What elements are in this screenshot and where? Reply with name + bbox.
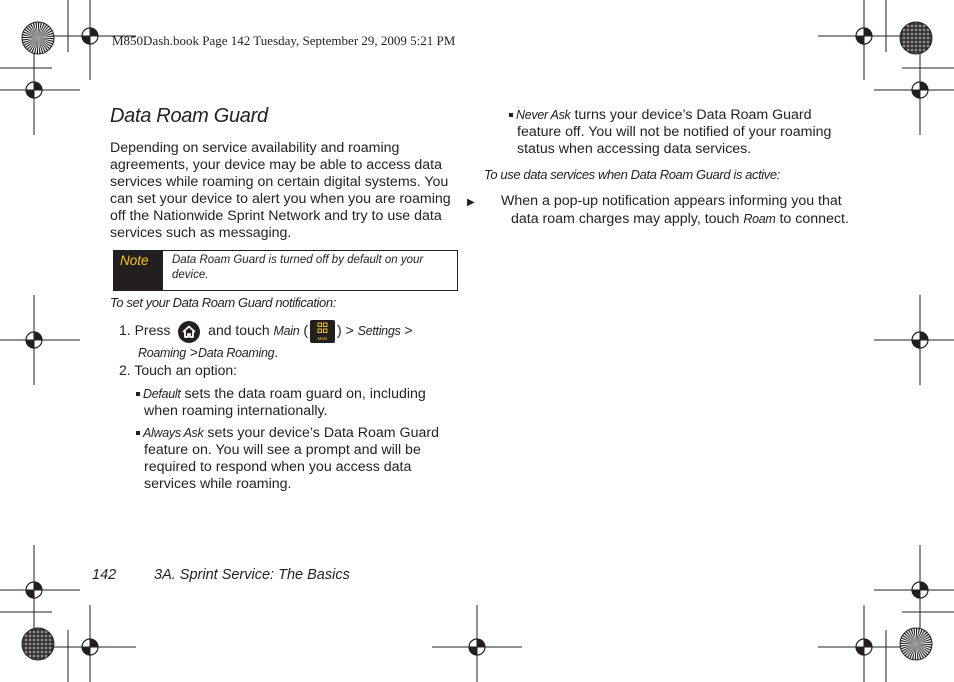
home-icon [178, 321, 200, 343]
bullet-square [136, 392, 140, 396]
step-text-press: Press [134, 322, 171, 339]
option-desc: sets your device’s Data Roam Guard feature on. You will see a prompt and will be required to respond when you access data services while roaming. [144, 425, 439, 492]
option-default [136, 386, 462, 420]
option-desc: sets the data roam guard on, including when roaming internationally. [144, 386, 426, 419]
main-menu-icon [310, 320, 335, 343]
option-term: Default [143, 387, 181, 401]
procedure2-step: ▶ When a pop-up notification appears informing you that data roam charges may apply, touch Roam to connect. [467, 193, 849, 227]
main-icon-label: Main [317, 336, 328, 341]
separator: > [189, 344, 199, 360]
page-number: 142 [92, 567, 117, 583]
option-term: Never Ask [516, 108, 571, 122]
data-roaming-term: Data Roaming [198, 346, 275, 360]
close-paren: ) [337, 322, 342, 339]
starburst-rays [900, 628, 932, 660]
option-always-ask [136, 425, 462, 493]
bullet-square [136, 431, 140, 435]
roaming-term: Roaming [138, 346, 186, 360]
step-text-and-touch: and touch [208, 322, 270, 339]
step-text: When a pop-up notification appears informing you that data roam charges may apply, touch [501, 193, 842, 227]
note-label: Note [114, 251, 163, 290]
open-paren: ( [303, 322, 309, 339]
procedure-heading-2: To use data services when Data Roam Guard is active: [484, 167, 780, 182]
separator: > [345, 322, 354, 339]
intro-paragraph: Depending on service availability and roaming agreements, your device may be able to access data services while roaming on certain digital systems. You can set your device to alert you when you are roaming off the Nationwide Sprint Network and try to use data services such as messaging. [110, 140, 451, 241]
step-2 [119, 362, 237, 378]
option-desc: turns your device’s Data Roam Guard feature off. You will not be notified of your roaming status when accessing data services. [517, 107, 832, 157]
step-number: 1. [119, 322, 131, 339]
starburst-rays [22, 22, 54, 54]
step-1 [119, 320, 459, 362]
note-box [113, 250, 458, 291]
roam-term: Roam [743, 212, 776, 226]
option-never-ask [509, 107, 847, 158]
option-term: Always Ask [143, 426, 204, 440]
period: . [274, 344, 279, 360]
main-term: Main [273, 324, 300, 339]
step-text-end: to connect. [775, 211, 849, 227]
chapter-title: 3A. Sprint Service: The Basics [154, 567, 350, 583]
bullet-square [509, 113, 513, 117]
print-header: M850Dash.book Page 142 Tuesday, September 29, 2009 5:21 PM [112, 33, 456, 48]
procedure-heading: To set your Data Roam Guard notification: [110, 295, 336, 310]
section-title: Data Roam Guard [110, 105, 268, 127]
separator: > [404, 322, 413, 339]
settings-term: Settings [357, 324, 401, 339]
step-number: 2. [119, 362, 131, 378]
note-text: Data Roam Guard is turned off by default on your device. [172, 254, 424, 281]
step-text: Touch an option: [134, 362, 238, 378]
